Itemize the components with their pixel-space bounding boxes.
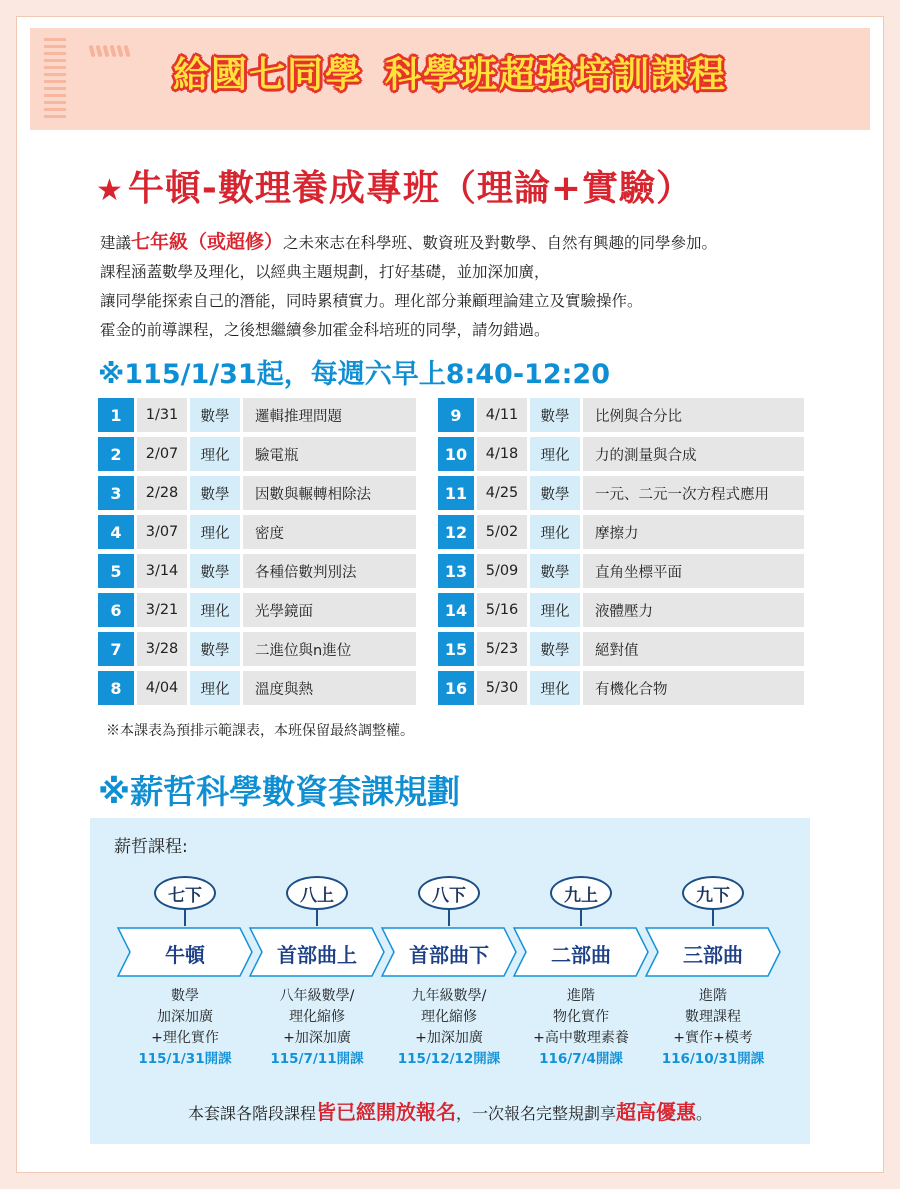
lesson-date: 2/28 — [137, 476, 187, 510]
lesson-subject: 理化 — [530, 593, 580, 627]
lesson-subject: 理化 — [190, 437, 240, 471]
schedule-row — [438, 437, 804, 471]
lesson-topic: 溫度與熱 — [243, 671, 416, 705]
header-banner — [30, 28, 870, 130]
stage-desc-line: +理化實作 — [151, 1030, 219, 1046]
stage-description — [384, 986, 514, 1070]
plan-title: ※薪哲科學數資套課規劃 — [98, 772, 461, 811]
grade-bubble: 九下 — [682, 876, 744, 910]
lesson-number: 5 — [98, 554, 134, 588]
lesson-date: 4/25 — [477, 476, 527, 510]
grade-bubble: 九上 — [550, 876, 612, 910]
lesson-subject: 數學 — [190, 632, 240, 666]
lesson-subject: 理化 — [530, 515, 580, 549]
lesson-topic: 因數與輾轉相除法 — [243, 476, 416, 510]
lesson-number: 8 — [98, 671, 134, 705]
lesson-date: 2/07 — [137, 437, 187, 471]
lesson-subject: 理化 — [190, 671, 240, 705]
lesson-topic: 一元、二元一次方程式應用 — [583, 476, 804, 510]
stage-name: 首部曲下 — [409, 942, 489, 967]
lesson-date: 3/07 — [137, 515, 187, 549]
stage-desc-line: +加深加廣 — [283, 1030, 351, 1046]
lesson-number: 3 — [98, 476, 134, 510]
stage-desc-line: +高中數理素養 — [533, 1030, 629, 1046]
schedule-note: ※本課表為預排示範課表，本班保留最終調整權。 — [106, 723, 414, 739]
lesson-number: 9 — [438, 398, 474, 432]
lesson-topic: 絕對值 — [583, 632, 804, 666]
schedule-row — [98, 554, 416, 588]
stage-description — [252, 986, 382, 1070]
lesson-number: 7 — [98, 632, 134, 666]
lesson-date: 3/21 — [137, 593, 187, 627]
grade-highlight: 七年級（或超修） — [131, 231, 284, 253]
stage-description — [120, 986, 250, 1070]
lesson-number: 10 — [438, 437, 474, 471]
stage-start-date: 116/7/4開課 — [539, 1051, 623, 1067]
stage-desc-line: +加深加廣 — [415, 1030, 483, 1046]
lesson-date: 5/30 — [477, 671, 527, 705]
lesson-subject: 理化 — [190, 593, 240, 627]
lesson-topic: 驗電瓶 — [243, 437, 416, 471]
schedule-table-left — [98, 398, 416, 710]
lesson-number: 16 — [438, 671, 474, 705]
stage-start-date: 115/12/12開課 — [397, 1051, 501, 1067]
lesson-subject: 理化 — [530, 437, 580, 471]
lesson-number: 1 — [98, 398, 134, 432]
schedule-row — [438, 515, 804, 549]
lesson-number: 15 — [438, 632, 474, 666]
schedule-title: ※115/1/31起，每週六早上8:40-12:20 — [98, 359, 610, 390]
stage-name: 牛頓 — [165, 942, 205, 967]
lesson-date: 5/02 — [477, 515, 527, 549]
lesson-topic: 二進位與n進位 — [243, 632, 416, 666]
lesson-number: 13 — [438, 554, 474, 588]
stage-start-date: 115/7/11開課 — [270, 1051, 364, 1067]
stage-desc-line: +實作+模考 — [673, 1030, 753, 1046]
schedule-table-right — [438, 398, 804, 710]
lesson-date: 3/28 — [137, 632, 187, 666]
lesson-subject: 理化 — [190, 515, 240, 549]
schedule-row — [98, 515, 416, 549]
stage-description — [648, 986, 778, 1070]
schedule-row — [438, 632, 804, 666]
lesson-number: 4 — [98, 515, 134, 549]
stage-name: 二部曲 — [551, 942, 611, 967]
lesson-subject: 數學 — [530, 632, 580, 666]
lesson-topic: 直角坐標平面 — [583, 554, 804, 588]
connector-line — [448, 910, 450, 926]
lesson-subject: 數學 — [530, 554, 580, 588]
lesson-number: 14 — [438, 593, 474, 627]
connector-line — [580, 910, 582, 926]
schedule-row — [438, 398, 804, 432]
stage-desc-line: 物化實作 — [553, 1009, 609, 1025]
stage-start-date: 115/1/31開課 — [138, 1051, 232, 1067]
connector-line — [316, 910, 318, 926]
lesson-topic: 力的測量與合成 — [583, 437, 804, 471]
lesson-date: 1/31 — [137, 398, 187, 432]
schedule-row — [98, 593, 416, 627]
plan-label: 薪哲課程: — [114, 837, 188, 857]
lesson-date: 4/18 — [477, 437, 527, 471]
stage-start-date: 116/10/31開課 — [661, 1051, 765, 1067]
course-description: 建議七年級（或超修）之未來志在科學班、數資班及對數學、自然有興趣的同學參加。 課程涵蓋數學及理化，以經典主題規劃，打好基礎，並加深加廣， 讓同學能探索自己的潛能，同時累積實力。理化部分兼顧理論建立及實驗操作。 霍金的前導課程，之後想繼續參加霍金科培班的同學，請勿錯過。 — [100, 231, 718, 339]
stage-desc-line: 九年級數學/ — [411, 988, 487, 1004]
schedule-row — [98, 476, 416, 510]
lesson-subject: 理化 — [530, 671, 580, 705]
lesson-topic: 邏輯推理問題 — [243, 398, 416, 432]
lesson-date: 5/09 — [477, 554, 527, 588]
lesson-topic: 密度 — [243, 515, 416, 549]
grade-bubble: 八上 — [286, 876, 348, 910]
stage-desc-line: 理化縮修 — [421, 1009, 477, 1025]
lesson-topic: 各種倍數判別法 — [243, 554, 416, 588]
stage-desc-line: 數理課程 — [685, 1009, 741, 1025]
schedule-row — [98, 437, 416, 471]
lesson-subject: 數學 — [190, 554, 240, 588]
stage-desc-line: 八年級數學/ — [279, 988, 355, 1004]
grade-bubble: 八下 — [418, 876, 480, 910]
connector-line — [712, 910, 714, 926]
schedule-row — [438, 476, 804, 510]
stage-name: 首部曲上 — [277, 942, 357, 967]
lesson-number: 6 — [98, 593, 134, 627]
lesson-subject: 數學 — [530, 476, 580, 510]
lesson-number: 2 — [98, 437, 134, 471]
schedule-row — [98, 632, 416, 666]
stage-desc-line: 數學 — [171, 988, 199, 1004]
lesson-topic: 光學鏡面 — [243, 593, 416, 627]
lesson-date: 3/14 — [137, 554, 187, 588]
banner-title: 給國七同學 科學班超強培訓課程 — [172, 54, 728, 96]
stage-desc-line: 理化縮修 — [289, 1009, 345, 1025]
lesson-topic: 液體壓力 — [583, 593, 804, 627]
grade-bubble: 七下 — [154, 876, 216, 910]
lesson-subject: 數學 — [190, 476, 240, 510]
lesson-date: 4/11 — [477, 398, 527, 432]
schedule-row — [438, 593, 804, 627]
lesson-topic: 摩擦力 — [583, 515, 804, 549]
stage-name: 三部曲 — [683, 942, 743, 967]
stage-desc-line: 進階 — [567, 988, 595, 1004]
lesson-date: 5/16 — [477, 593, 527, 627]
lesson-topic: 比例與合分比 — [583, 398, 804, 432]
schedule-row — [98, 671, 416, 705]
lesson-subject: 數學 — [190, 398, 240, 432]
schedule-row — [98, 398, 416, 432]
lesson-date: 5/23 — [477, 632, 527, 666]
stage-desc-line: 進階 — [699, 988, 727, 1004]
lesson-date: 4/04 — [137, 671, 187, 705]
stage-timeline — [116, 876, 796, 1076]
schedule-row — [438, 554, 804, 588]
schedule-row — [438, 671, 804, 705]
course-title: ★ 牛頓-數理養成專班（理論+實驗） — [96, 168, 694, 209]
lesson-topic: 有機化合物 — [583, 671, 804, 705]
stage-description — [516, 986, 646, 1070]
lesson-number: 12 — [438, 515, 474, 549]
star-icon: ★ — [96, 173, 124, 208]
plan-footer: 本套課各階段課程皆已經開放報名，一次報名完整規劃享超高優惠。 — [187, 1100, 713, 1124]
connector-line — [184, 910, 186, 926]
plan-box — [90, 818, 810, 1144]
stage-desc-line: 加深加廣 — [157, 1009, 213, 1025]
lesson-subject: 數學 — [530, 398, 580, 432]
lesson-number: 11 — [438, 476, 474, 510]
